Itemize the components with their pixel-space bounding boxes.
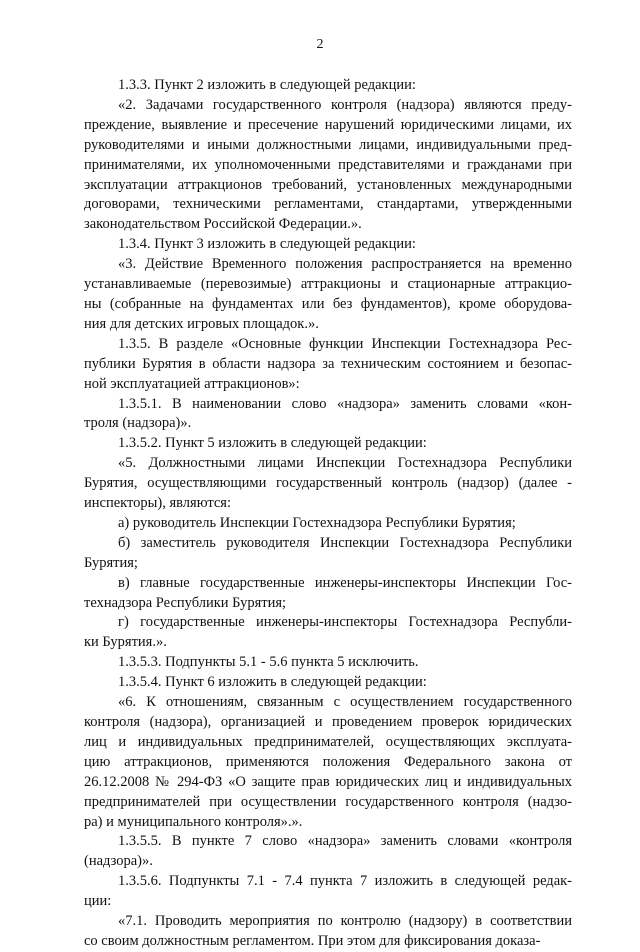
paragraph-line: Бурятия; <box>84 554 138 571</box>
paragraph-line: «7.1. Проводить мероприятия по контролю (надзору) в соответствии <box>118 913 572 930</box>
paragraph-line: г) государственные инженеры-инспекторы Гостехнадзора Республи- <box>118 614 572 631</box>
paragraph-line: в) главные государственные инженеры-инспекторы Инспекции Гос- <box>118 574 572 591</box>
paragraph <box>84 832 572 872</box>
paragraph-line: 26.12.2008 № 294-ФЗ «О защите прав юридических лиц и индивидуальных <box>84 773 572 790</box>
paragraph-line: «3. Действие Временного положения распространяется на временно <box>118 256 572 273</box>
paragraph <box>84 653 572 673</box>
paragraph-line: ны (собранные на фундаментах или без фундаментов), кроме оборудова- <box>84 295 572 312</box>
paragraph-line: предпринимателей при осуществлении государственного контроля (надзо- <box>84 793 572 810</box>
paragraph-line: ра) и муниципального контроля».». <box>84 813 303 830</box>
paragraph-line: «2. Задачами государственного контроля (надзора) являются преду- <box>118 96 572 113</box>
paragraph-line: ки Бурятия.». <box>84 634 167 651</box>
page-number: 2 <box>316 37 324 52</box>
paragraph-line: б) заместитель руководителя Инспекции Гостехнадзора Республики <box>118 534 572 551</box>
paragraph-line: законодательством Российской Федерации.». <box>84 216 362 233</box>
paragraph <box>84 335 572 395</box>
paragraph-line: руководителями и иными должностными лицами, индивидуальными пред- <box>84 136 572 153</box>
paragraph-line: ния для детских игровых площадок.». <box>84 315 319 332</box>
paragraph <box>84 96 572 235</box>
paragraph <box>84 395 572 435</box>
paragraph <box>84 613 572 653</box>
paragraph-line: ции: <box>84 893 112 910</box>
paragraph-line: (надзора)». <box>84 853 153 870</box>
paragraph <box>84 76 572 96</box>
paragraph-line: Бурятия, осуществляющими государственный контроль (надзор) (далее - <box>84 475 572 492</box>
paragraph-line: 1.3.5.1. В наименовании слово «надзора» заменить словами «кон- <box>118 395 572 412</box>
paragraph-line: 1.3.5.5. В пункте 7 слово «надзора» заменить словами «контроля <box>118 833 572 850</box>
paragraph-line: 1.3.5.4. Пункт 6 изложить в следующей редакции: <box>118 674 427 691</box>
paragraph-line: технадзора Республики Бурятия; <box>84 594 287 611</box>
paragraph-line: цию аттракционов, применяются положения Федерального закона от <box>84 753 572 770</box>
paragraph-line: публики Бурятия в области надзора за техническим состоянием и безопас- <box>84 355 572 372</box>
paragraph-line: договорами, техническими регламентами, стандартами, утвержденными <box>84 196 572 213</box>
paragraph-line: эксплуатации аттракционов требований, установленных международными <box>84 176 572 193</box>
paragraph <box>84 693 572 832</box>
paragraph-line: 1.3.5. В разделе «Основные функции Инспекции Гостехнадзора Рес- <box>118 335 572 352</box>
paragraph-line: 1.3.3. Пункт 2 изложить в следующей редакции: <box>118 77 416 93</box>
paragraph-line: принимателями, их уполномоченными представителями и гражданами при <box>84 156 572 173</box>
paragraph-line: преждение, выявление и пресечение нарушений юридическими лицами, их <box>84 116 572 133</box>
paragraph-line: устанавливаемые (перевозимые) аттракционы и стационарные аттракцио- <box>84 276 572 293</box>
paragraph-line: а) руководитель Инспекции Гостехнадзора Республики Бурятия; <box>118 514 516 531</box>
paragraph-line: троля (надзора)». <box>84 415 192 432</box>
paragraph <box>84 514 572 534</box>
paragraph-line: 1.3.5.3. Подпункты 5.1 - 5.6 пункта 5 исключить. <box>118 654 419 671</box>
paragraph <box>84 454 572 514</box>
paragraph <box>84 255 572 335</box>
paragraph <box>84 434 572 454</box>
paragraph-line: со своим должностным регламентом. При этом для фиксирования доказа- <box>84 932 541 949</box>
paragraph-line: 1.3.4. Пункт 3 изложить в следующей редакции: <box>118 236 416 253</box>
paragraph-line: инспекторы), являются: <box>84 495 231 512</box>
paragraph <box>84 912 572 952</box>
paragraph <box>84 673 572 693</box>
paragraph-line: лиц и индивидуальных предпринимателей, осуществляющих эксплуата- <box>84 733 572 750</box>
paragraph-line: «5. Должностными лицами Инспекции Гостехнадзора Республики <box>118 455 572 472</box>
document-body <box>84 76 572 952</box>
paragraph-line: 1.3.5.6. Подпункты 7.1 - 7.4 пункта 7 изложить в следующей редак- <box>118 873 572 890</box>
paragraph-line: 1.3.5.2. Пункт 5 изложить в следующей редакции: <box>118 435 427 452</box>
paragraph-line: ной эксплуатацией аттракционов»: <box>84 375 300 392</box>
paragraph <box>84 534 572 574</box>
paragraph <box>84 235 572 255</box>
paragraph <box>84 872 572 912</box>
paragraph-line: контроля (надзора), организацией и проведением проверок юридических <box>84 714 572 730</box>
paragraph-line: «6. К отношениям, связанным с осуществлением государственного <box>118 694 572 711</box>
paragraph <box>84 574 572 614</box>
